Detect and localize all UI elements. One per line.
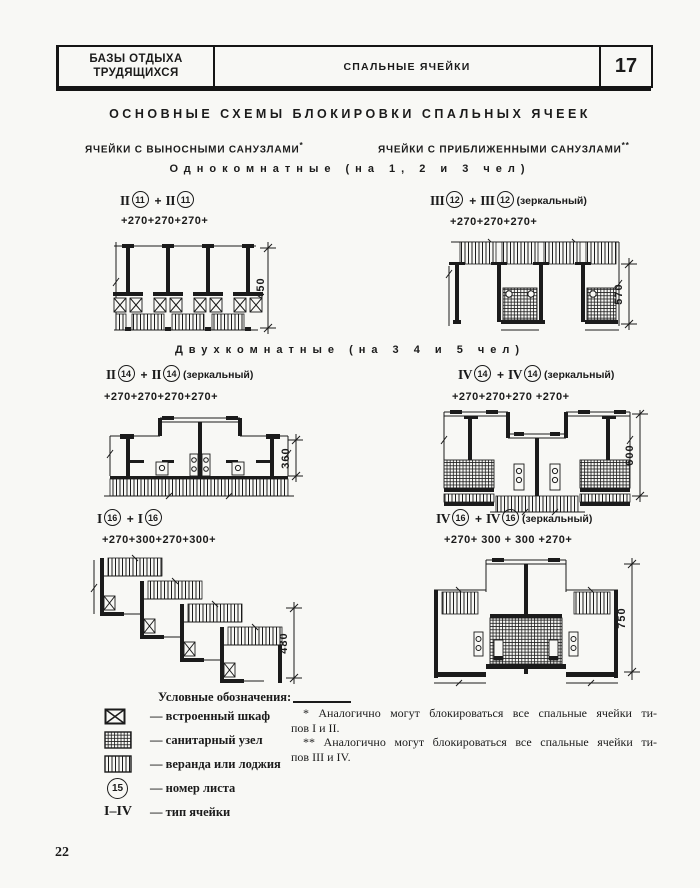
cell-type: II	[120, 192, 130, 208]
sheet-number-badge: 14	[524, 365, 541, 382]
cell-type: III	[430, 192, 445, 208]
sheet-number-badge: 14	[163, 365, 180, 382]
sheet-number-badge: 11	[132, 191, 149, 208]
plus-sign: +	[475, 511, 483, 526]
cell-type: II	[151, 366, 162, 382]
header-box	[56, 45, 653, 88]
left-wing	[434, 587, 486, 686]
scheme-4-dimensions: +270+270+270 +270+	[452, 391, 570, 403]
legend-item-closet	[104, 706, 270, 726]
cut-line	[91, 560, 97, 614]
scheme-2-dimensions: +270+270+270+	[450, 216, 538, 228]
footnotes	[291, 706, 657, 765]
sanitary-unit	[486, 614, 566, 669]
plus-sign: +	[126, 511, 134, 526]
closet-symbols	[114, 298, 262, 312]
height-dimension	[255, 242, 276, 334]
plan-drawing-scheme-6	[428, 552, 648, 690]
scheme-6-dimensions: +270+ 300 + 300 +270+	[444, 534, 573, 546]
plus-sign: +	[497, 367, 505, 382]
height-value: 600	[624, 444, 636, 466]
column-header-left	[85, 140, 304, 155]
legend-item-veranda	[104, 754, 281, 774]
header-org-title: БАЗЫ ОТДЫХА ТРУДЯЩИХСЯ	[59, 47, 215, 86]
sheet-number-badge: 14	[474, 365, 491, 382]
legend-label: — санитарный узел	[150, 732, 263, 747]
cell-type: IV	[436, 510, 451, 526]
scheme-1-dimensions: +270+270+270+	[121, 215, 209, 227]
section-two-room: Двухкомнатные (на 3 4 и 5 чел)	[174, 344, 526, 356]
scheme-6-label	[436, 510, 592, 527]
plan-drawing-scheme-3	[98, 410, 303, 508]
cell-type: IV	[486, 510, 501, 526]
cell-type: IV	[508, 366, 523, 382]
footnote-1-line-1: * Аналогично могут блокироваться все спальные ячейки ти-	[303, 706, 657, 720]
mirror-note: (зеркальный)	[544, 368, 615, 381]
sheet-number-badge: 16	[104, 509, 121, 526]
walls	[120, 422, 280, 476]
sanitary-icon	[104, 731, 150, 749]
sheet-number-badge: 16	[145, 509, 162, 526]
column-header-right	[378, 140, 630, 155]
walls	[113, 244, 263, 296]
footnote-mark: **	[621, 140, 630, 150]
cell-type-sample: I–IV	[104, 804, 133, 819]
column-header-right-text: ЯЧЕЙКИ С ПРИБЛИЖЕННЫМИ САНУЗЛАМИ	[378, 144, 622, 156]
section-one-room: Однокомнатные (на 1, 2 и 3 чел)	[169, 163, 531, 175]
page-title: ОСНОВНЫЕ СХЕМЫ БЛОКИРОВКИ СПАЛЬНЫХ ЯЧЕЕК	[109, 107, 591, 121]
footnote-mark: *	[299, 140, 304, 150]
sheet-number-badge: 11	[177, 191, 194, 208]
mirror-note: (зеркальный)	[522, 512, 593, 525]
height-value: 450	[255, 277, 267, 299]
plan-drawing-scheme-2	[443, 234, 638, 340]
veranda-strip	[104, 476, 294, 499]
legend-label: — веранда или лоджия	[150, 756, 281, 771]
sheet-number-badge: 12	[446, 191, 463, 208]
plan-drawing-scheme-5	[90, 552, 308, 686]
veranda-strips	[114, 314, 258, 331]
header-sheet-number: 17	[599, 47, 651, 86]
height-value: 750	[616, 607, 628, 629]
sheet-number-badge: 14	[118, 365, 135, 382]
header-subject: СПАЛЬНЫЕ ЯЧЕЙКИ	[343, 60, 471, 73]
legend-title: Условные обозначения:	[158, 690, 292, 704]
plus-sign: +	[140, 367, 148, 382]
sheet-number-icon	[104, 778, 150, 799]
scheme-4-label	[458, 366, 614, 383]
height-dimension	[280, 434, 303, 482]
scheme-3-label	[106, 366, 253, 383]
scheme-2-label	[430, 192, 587, 209]
veranda-icon	[104, 755, 150, 773]
right-wing	[566, 587, 618, 686]
mirror-note: (зеркальный)	[183, 368, 254, 381]
mirror-note: (зеркальный)	[516, 194, 587, 207]
plus-sign: +	[469, 193, 477, 208]
cell-type: I	[137, 510, 143, 526]
plan-drawing-scheme-4	[430, 404, 650, 519]
scheme-5-dimensions: +270+300+270+300+	[102, 534, 217, 546]
cell-type: II	[106, 366, 116, 382]
legend-label: — тип ячейки	[150, 804, 231, 819]
cell-type: I	[97, 510, 102, 526]
sheet-number-badge: 16	[502, 509, 519, 526]
cell-type-icon	[104, 804, 150, 820]
scheme-1-label	[120, 192, 197, 209]
height-value: 570	[613, 283, 625, 305]
height-dimension	[616, 558, 640, 680]
cell-type: IV	[458, 366, 473, 382]
veranda-strips	[460, 242, 616, 264]
scheme-5-label	[97, 510, 165, 527]
footnote-2-line-2: пов III и IV.	[291, 749, 351, 764]
height-dimension	[613, 258, 637, 330]
plus-sign: +	[154, 193, 162, 208]
header-heavy-rule	[56, 88, 651, 91]
legend-label: — номер листа	[150, 780, 236, 795]
legend-item-sheet-number	[104, 778, 235, 798]
plan-drawing-scheme-1	[108, 234, 283, 340]
height-value: 480	[278, 632, 290, 654]
legend-item-sanitary	[104, 730, 263, 750]
cell-type: II	[165, 192, 176, 208]
footnote-1-line-2: пов I и II.	[291, 720, 340, 735]
footnote-rule	[293, 701, 351, 703]
legend-item-cell-type	[104, 802, 230, 822]
sheet-number-badge: 12	[497, 191, 514, 208]
sheet-number-badge: 16	[452, 509, 469, 526]
legend-label: — встроенный шкаф	[150, 708, 271, 723]
page-number: 22	[55, 845, 69, 860]
scheme-3-dimensions: +270+270+270+270+	[104, 391, 219, 403]
cell-type: III	[480, 192, 495, 208]
terrace-unit	[220, 624, 282, 683]
sanitary-units	[501, 288, 619, 330]
closet-icon	[104, 708, 150, 725]
footnote-2-line-1: ** Аналогично могут блокироваться все спальные ячейки ти-	[303, 735, 657, 750]
height-value: 360	[280, 447, 292, 469]
column-header-left-text: ЯЧЕЙКИ С ВЫНОСНЫМИ САНУЗЛАМИ	[85, 144, 300, 156]
sheet-number-sample: 15	[107, 778, 128, 799]
